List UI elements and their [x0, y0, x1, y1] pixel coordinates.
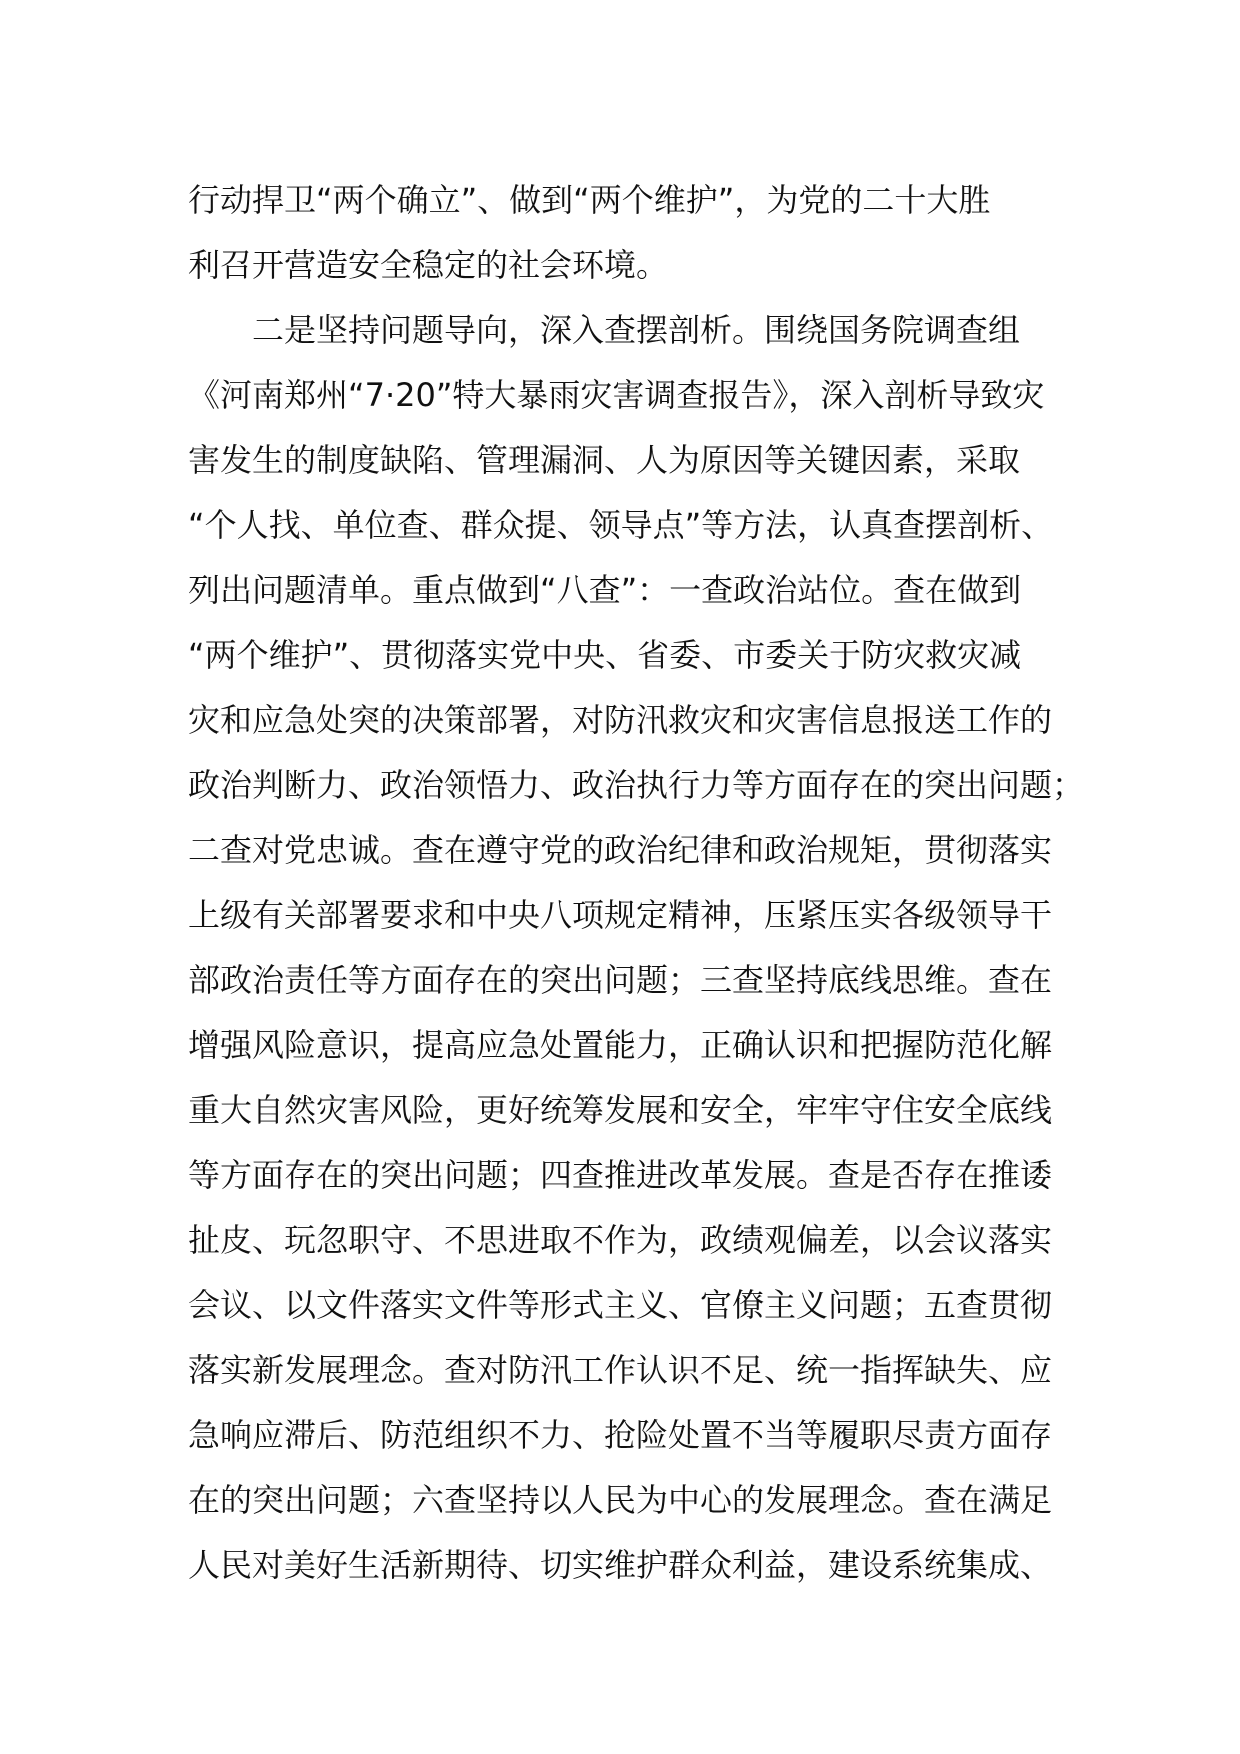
text-line: 上级有关部署要求和中央八项规定精神，压紧压实各级领导干	[188, 896, 1053, 934]
text-line: 在的突出问题；六查坚持以人民为中心的发展理念。查在满足	[188, 1481, 1053, 1519]
text-line: “个人找、单位查、群众提、领导点”等方法，认真查摆剖析、	[188, 506, 1054, 544]
text-line: 会议、以文件落实文件等形式主义、官僚主义问题；五查贯彻	[188, 1286, 1053, 1324]
text-line: 重大自然灾害风险，更好统筹发展和安全，牢牢守住安全底线	[188, 1091, 1053, 1129]
text-line: 落实新发展理念。查对防汛工作认识不足、统一指挥缺失、应	[188, 1351, 1053, 1389]
text-line: 等方面存在的突出问题；四查推进改革发展。查是否存在推诿	[188, 1156, 1053, 1194]
text-line: 利召开营造安全稳定的社会环境。	[188, 246, 669, 284]
text-line: 二查对党忠诚。查在遵守党的政治纪律和政治规矩，贯彻落实	[188, 831, 1053, 869]
body-text	[188, 168, 1088, 1598]
text-line: 《河南郑州“7·20”特大暴雨灾害调查报告》，深入剖析导致灾	[188, 376, 1045, 414]
text-line: 害发生的制度缺陷、管理漏洞、人为原因等关键因素，采取	[188, 441, 1021, 479]
text-line: 列出问题清单。重点做到“八查”：一查政治站位。查在做到	[188, 571, 1022, 609]
text-line: 部政治责任等方面存在的突出问题；三查坚持底线思维。查在	[188, 961, 1053, 999]
text-line: 灾和应急处突的决策部署，对防汛救灾和灾害信息报送工作的	[188, 701, 1053, 739]
paragraph-start-line: 二是坚持问题导向，深入查摆剖析。围绕国务院调查组	[252, 311, 1021, 349]
text-line: 行动捍卫“两个确立”、做到“两个维护”，为党的二十大胜	[188, 181, 991, 219]
text-line: 政治判断力、政治领悟力、政治执行力等方面存在的突出问题；	[188, 766, 1085, 804]
text-line: 急响应滞后、防范组织不力、抢险处置不当等履职尽责方面存	[188, 1416, 1053, 1454]
text-line: 扯皮、玩忽职守、不思进取不作为，政绩观偏差，以会议落实	[188, 1221, 1053, 1259]
text-line: “两个维护”、贯彻落实党中央、省委、市委关于防灾救灾减	[188, 636, 1022, 674]
text-line: 人民对美好生活新期待、切实维护群众利益，建设系统集成、	[188, 1546, 1053, 1584]
text-line: 增强风险意识，提高应急处置能力，正确认识和把握防范化解	[188, 1026, 1053, 1064]
